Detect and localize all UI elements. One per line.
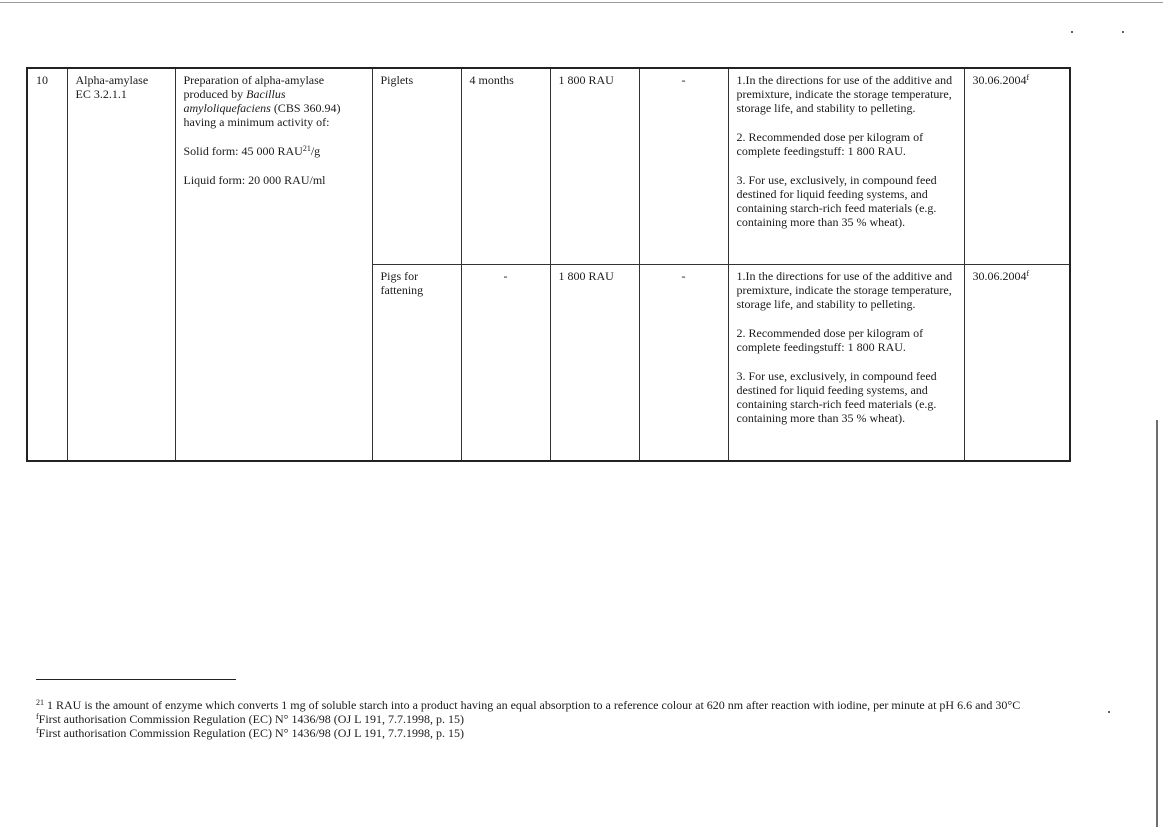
solid-form-activity xyxy=(184,144,364,158)
scan-right-edge xyxy=(1156,420,1158,827)
footnote-ref: f xyxy=(1026,73,1030,82)
footnote xyxy=(36,726,1136,740)
description-text: produced by xyxy=(183,87,247,101)
footnote-text: 1 RAU is the amount of enzyme which converts 1 mg of soluble starch into a product having an equal absorption to a reference colour at 620 nm after reaction with iodine, per minute at pH 6.6 and 30°C xyxy=(44,698,1021,712)
max-age-cell: - xyxy=(461,264,550,461)
footnote-ref: 21 xyxy=(302,144,311,153)
table-row xyxy=(27,68,1070,264)
additive-name: Alpha-amylase xyxy=(75,73,149,87)
provision-item: 3. For use, exclusively, in compound feed destined for liquid feeding systems, and containing starch-rich feed materials (e.g. containing more than 35 % wheat). xyxy=(736,368,937,425)
footnotes xyxy=(36,698,1136,740)
max-content-cell: - xyxy=(639,68,728,264)
footnote-mark: 21 xyxy=(36,698,44,707)
solid-form-unit: /g xyxy=(310,144,321,158)
scan-speck xyxy=(1071,31,1073,33)
strain-code: (CBS 360.94) xyxy=(270,101,341,115)
provision-item: 1.In the directions for use of the additive and premixture, indicate the storage temperature, storage life, and stability to pelleting. xyxy=(736,73,953,115)
species-text: Piglets xyxy=(380,73,414,87)
description-line: Preparation of alpha-amylase xyxy=(183,73,325,87)
footnote-mark: f xyxy=(36,726,39,735)
species-text: Pigs for xyxy=(380,268,419,283)
footnote-mark: f xyxy=(36,712,39,721)
end-date: 30.06.2004 xyxy=(972,73,1027,87)
additive-authorisation-table xyxy=(26,67,1071,462)
description-line xyxy=(184,101,364,115)
max-age-cell: 4 months xyxy=(461,68,550,264)
footnote-text: First authorisation Commission Regulation (EC) N° 1436/98 (OJ L 191, 7.7.1998, p. 15) xyxy=(38,712,465,726)
description-cell xyxy=(175,68,372,461)
solid-form-text: Solid form: 45 000 RAU xyxy=(183,144,303,158)
footnote-ref: f xyxy=(1026,268,1030,278)
species-cell xyxy=(372,264,461,461)
min-content-cell: 1 800 RAU xyxy=(550,68,639,264)
footnote xyxy=(36,712,1136,726)
provision-item: 2. Recommended dose per kilogram of complete feedingstuff: 1 800 RAU. xyxy=(736,130,924,158)
entry-number: 10 xyxy=(27,68,67,461)
provisions-cell xyxy=(728,68,964,264)
description-line xyxy=(184,87,364,101)
ec-number: EC 3.2.1.1 xyxy=(75,87,127,101)
min-content-cell: 1 800 RAU xyxy=(550,264,639,461)
scan-speck xyxy=(1122,31,1124,33)
organism-genus: Bacillus xyxy=(246,87,286,101)
end-date-cell xyxy=(964,264,1070,461)
scan-top-edge xyxy=(0,2,1163,3)
provision-item: 3. For use, exclusively, in compound feed destined for liquid feeding systems, and containing starch-rich feed materials (e.g. containing more than 35 % wheat). xyxy=(736,173,937,229)
footnote-separator xyxy=(36,679,236,680)
footnote xyxy=(36,698,1136,712)
end-date-cell xyxy=(964,68,1070,264)
liquid-form-activity: Liquid form: 20 000 RAU/ml xyxy=(183,173,326,187)
provisions-cell xyxy=(728,264,964,461)
additive-name-cell xyxy=(67,68,175,461)
provision-item: 2. Recommended dose per kilogram of complete feedingstuff: 1 800 RAU. xyxy=(736,325,924,354)
max-content-cell: - xyxy=(639,264,728,461)
species-cell xyxy=(372,68,461,264)
footnote-text: First authorisation Commission Regulation (EC) N° 1436/98 (OJ L 191, 7.7.1998, p. 15) xyxy=(38,726,465,740)
provision-item: 1.In the directions for use of the additive and premixture, indicate the storage temperature, storage life, and stability to pelleting. xyxy=(736,268,953,311)
description-line: having a minimum activity of: xyxy=(183,115,330,129)
species-text: fattening xyxy=(380,282,424,297)
organism-species: amyloliquefaciens xyxy=(183,101,271,115)
end-date: 30.06.2004 xyxy=(972,268,1027,283)
